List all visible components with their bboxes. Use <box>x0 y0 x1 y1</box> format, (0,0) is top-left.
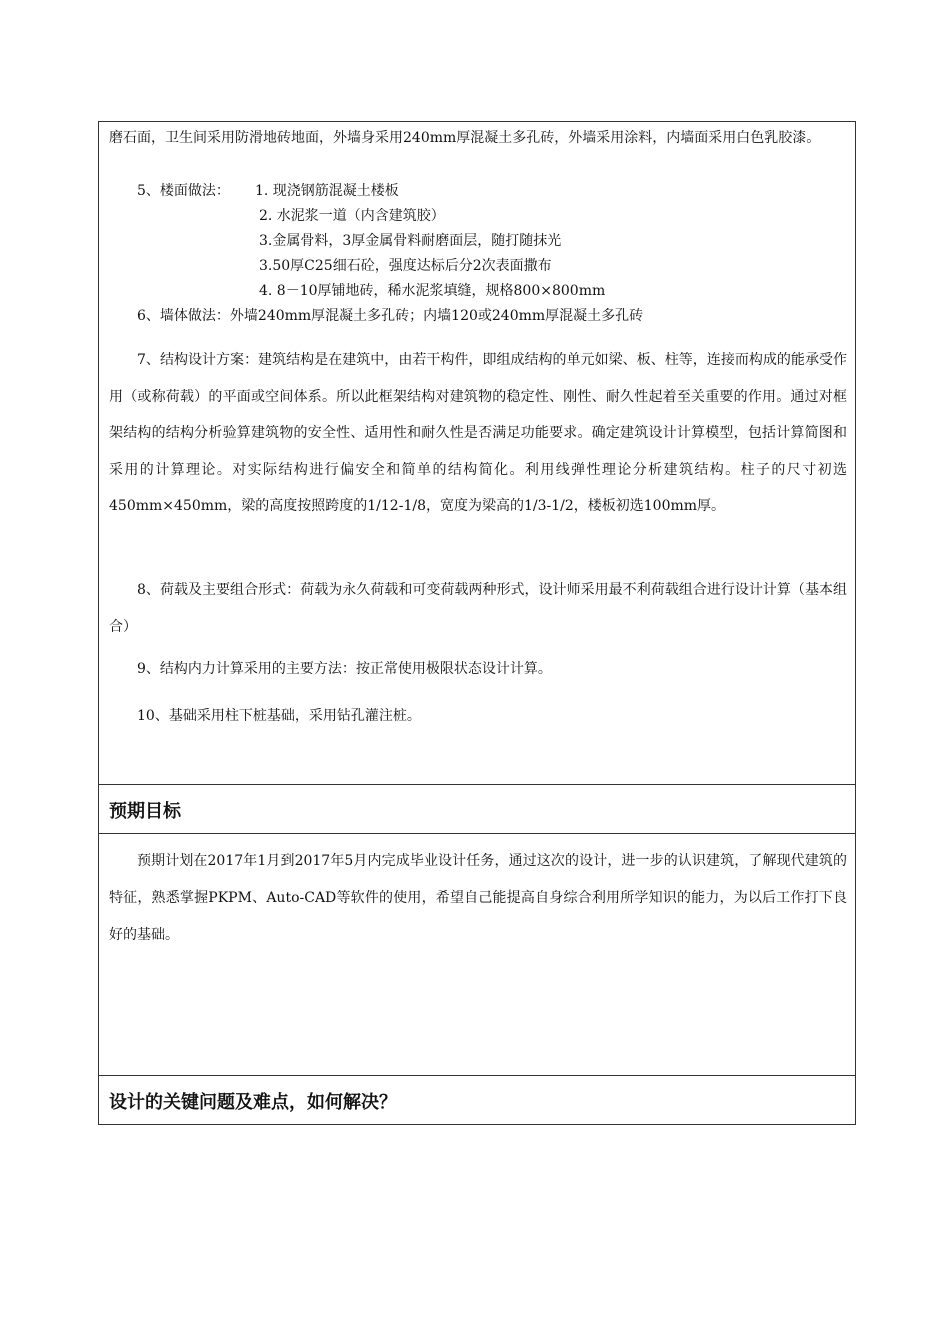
floor-method-label: 5、楼面做法： <box>137 183 230 199</box>
row-divider <box>99 784 855 785</box>
row-divider <box>99 833 855 834</box>
paragraph-wall: 6、墙体做法：外墙240mm厚混凝土多孔砖；内墙120或240mm厚混凝土多孔砖 <box>137 308 644 324</box>
section-heading-expected-goals: 预期目标 <box>109 801 181 822</box>
row-divider <box>99 1075 855 1076</box>
floor-item: 1. 现浇钢筋混凝土楼板 <box>255 183 399 199</box>
section-heading-key-problems: 设计的关键问题及难点，如何解决？ <box>109 1092 397 1113</box>
floor-item: 4. 8－10厚铺地砖，稀水泥浆填缝，规格800×800mm <box>259 283 606 299</box>
paragraph-load: 8、荷载及主要组合形式：荷载为永久荷载和可变荷载两种形式，设计师采用最不利荷载组合进行设计计算（基本组合） <box>109 582 847 635</box>
paragraph-force-calc: 9、结构内力计算采用的主要方法：按正常使用极限状态设计计算。 <box>137 661 552 677</box>
paragraph-intro: 磨石面，卫生间采用防滑地砖地面，外墙身采用240mm厚混凝土多孔砖，外墙采用涂料，内墙面采用白色乳胶漆。 <box>109 130 821 146</box>
floor-item: 3.金属骨料，3厚金属骨料耐磨面层，随打随抹光 <box>259 233 562 249</box>
paragraph-foundation: 10、基础采用柱下桩基础，采用钻孔灌注桩。 <box>137 708 421 724</box>
form-table <box>98 121 856 1125</box>
floor-item: 2. 水泥浆一道（内含建筑胶） <box>259 208 445 224</box>
paragraph-expected-goals: 预期计划在2017年1月到2017年5月内完成毕业设计任务，通过这次的设计，进一步的认识建筑，了解现代建筑的特征，熟悉掌握PKPM、Auto-CAD等软件的使用，希望自己能提高自身综合利用所学知识的能力，为以后工作打下良好的基础。 <box>109 853 847 943</box>
paragraph-structure: 7、结构设计方案：建筑结构是在建筑中，由若干构件，即组成结构的单元如梁、板、柱等，连接而构成的能承受作用（或称荷载）的平面或空间体系。所以此框架结构对建筑物的稳定性、刚性、耐久性起着至关重要的作用。通过对框架结构的结构分析验算建筑物的安全性、适用性和耐久性是否满足功能要求。确定建筑设计计算模型，包括计算简图和采用的计算理论。对实际结构进行偏安全和简单的结构简化。利用线弹性理论分析建筑结构。柱子的尺寸初选450mm×450mm，梁的高度按照跨度的1/12-1/8，宽度为梁高的1/3-1/2，楼板初选100mm厚。 <box>109 352 847 514</box>
floor-item: 3.50厚C25细石砼，强度达标后分2次表面撒布 <box>259 258 552 274</box>
